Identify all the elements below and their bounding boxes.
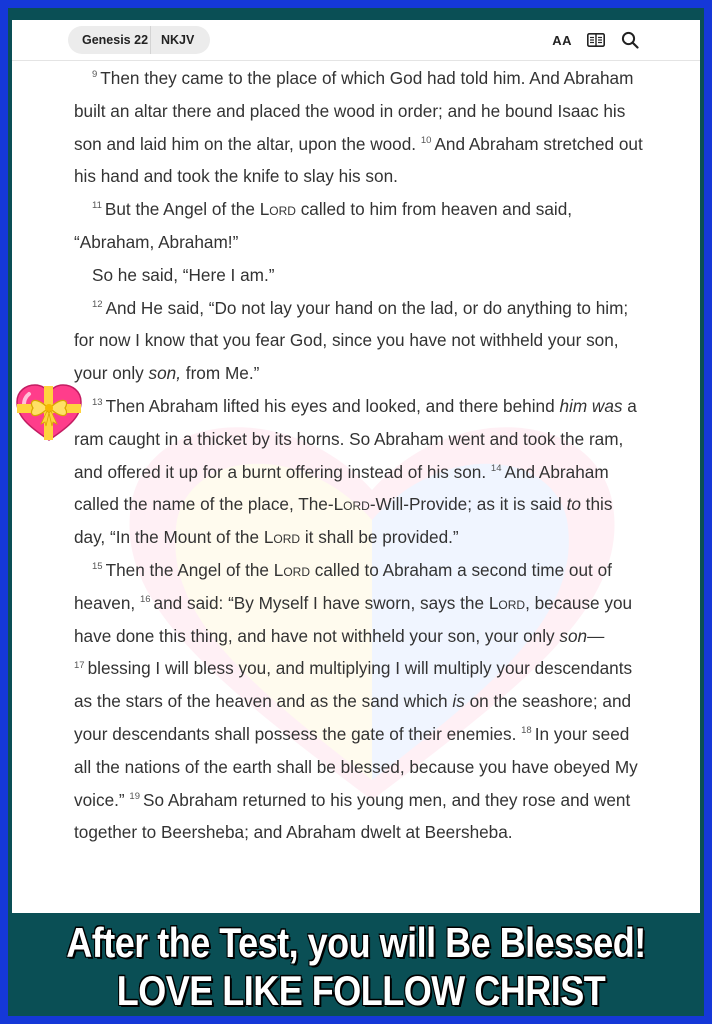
verse-number: 14 [490,462,502,474]
banner-tagline: LOVE LIKE FOLLOW CHRIST [116,966,606,1014]
italic-word: is [452,691,465,712]
book-icon[interactable] [586,30,606,50]
verse-text: and said: “By Myself I have sworn, says the [153,592,489,613]
reader-nav-bar [12,20,700,61]
text-size-icon[interactable]: AA [552,32,572,48]
verse-number: 18 [521,725,532,737]
verse-text: Then Abraham lifted his eyes and looked, and there behind [105,395,560,416]
italic-word: son, [148,363,182,384]
verse-text: Then they came to the place of which God had told him. And Abraham built an altar there and placed the wood in order; and he bound Isaac his son and laid him on the altar, upon the wood. [74,68,634,154]
verse-text: called to Abraham a second time out of heaven, [74,559,612,613]
bible-reader-page [12,20,700,913]
divine-name: Lord [333,494,370,515]
verse-text: Then the Angel of the [105,559,274,580]
italic-word: son [559,625,588,646]
verse-text: And Abraham called the name of the place, The- [74,461,609,515]
verse-number: 13 [92,397,103,409]
verse-paragraph [74,554,648,849]
verse-text: So he said, “Here I am.” [92,264,275,285]
verse-text: it shall be provided.” [300,527,459,548]
heart-with-ribbon-icon [14,382,84,444]
verse-number: 9 [92,69,98,81]
verse-number: 10 [420,134,432,146]
divine-name: Lord [273,559,310,580]
passage-selector [68,26,210,54]
search-icon[interactable] [620,30,640,50]
verse-number: 11 [92,200,102,212]
verse-paragraph [74,259,648,292]
verse-text: In your seed all the nations of the earth shall be blessed, because you have obeyed My voice.” [74,723,638,810]
verse-text: from Me.” [181,363,260,384]
italic-word: to [566,494,581,515]
italic-word: him was [559,395,623,416]
verse-text: And Abraham stretched out his hand and took the knife to slay his son. [74,133,643,187]
verse-number: 16 [139,594,151,606]
verse-paragraph [74,62,648,193]
verse-text: blessing I will bless you, and multiplying I will multiply your descendants as the stars of the heaven and as the sand which [74,658,633,712]
verse-number: 12 [92,298,103,310]
divine-name: Lord [488,592,526,613]
verse-text: called to him from heaven and said, “Abraham, Abraham!” [74,199,573,252]
verse-paragraph [74,193,648,259]
book-chapter-button[interactable]: Genesis 22 [82,33,149,47]
verse-number: 17 [74,659,85,671]
verse-text: a ram caught in a thicket by its horns. So Abraham went and took the ram, and offered it up for a burnt offering instead of his son. [74,395,637,482]
promo-banner [8,913,704,1016]
verse-number: 15 [92,561,103,573]
scripture-text [74,62,648,849]
verse-text: -Will-Provide; as it is said [369,494,567,515]
verse-text: this day, “In the Mount of the [74,494,613,548]
verse-text: And He said, “Do not lay your hand on the lad, or do anything to him; for now I know that you fear God, since you have not withheld your son, your only [74,297,629,384]
verse-paragraph [74,292,648,390]
divine-name: Lord [259,199,296,220]
divine-name: Lord [263,527,301,548]
verse-text: So Abraham returned to his young men, and they rose and went together to Beersheba; and Abraham dwelt at Beersheba. [74,789,631,843]
verse-paragraph [74,390,648,554]
verse-number: 19 [129,790,140,802]
banner-headline: After the Test, you will Be Blessed! [66,918,646,966]
verse-text: — [587,625,605,646]
verse-text: , because you have done this thing, and have not withheld your son, your only [74,592,633,646]
verse-text: But the Angel of the [104,199,260,220]
verse-text: on the seashore; and your descendants shall possess the gate of their enemies. [74,691,632,744]
version-button[interactable]: NKJV [161,33,195,47]
